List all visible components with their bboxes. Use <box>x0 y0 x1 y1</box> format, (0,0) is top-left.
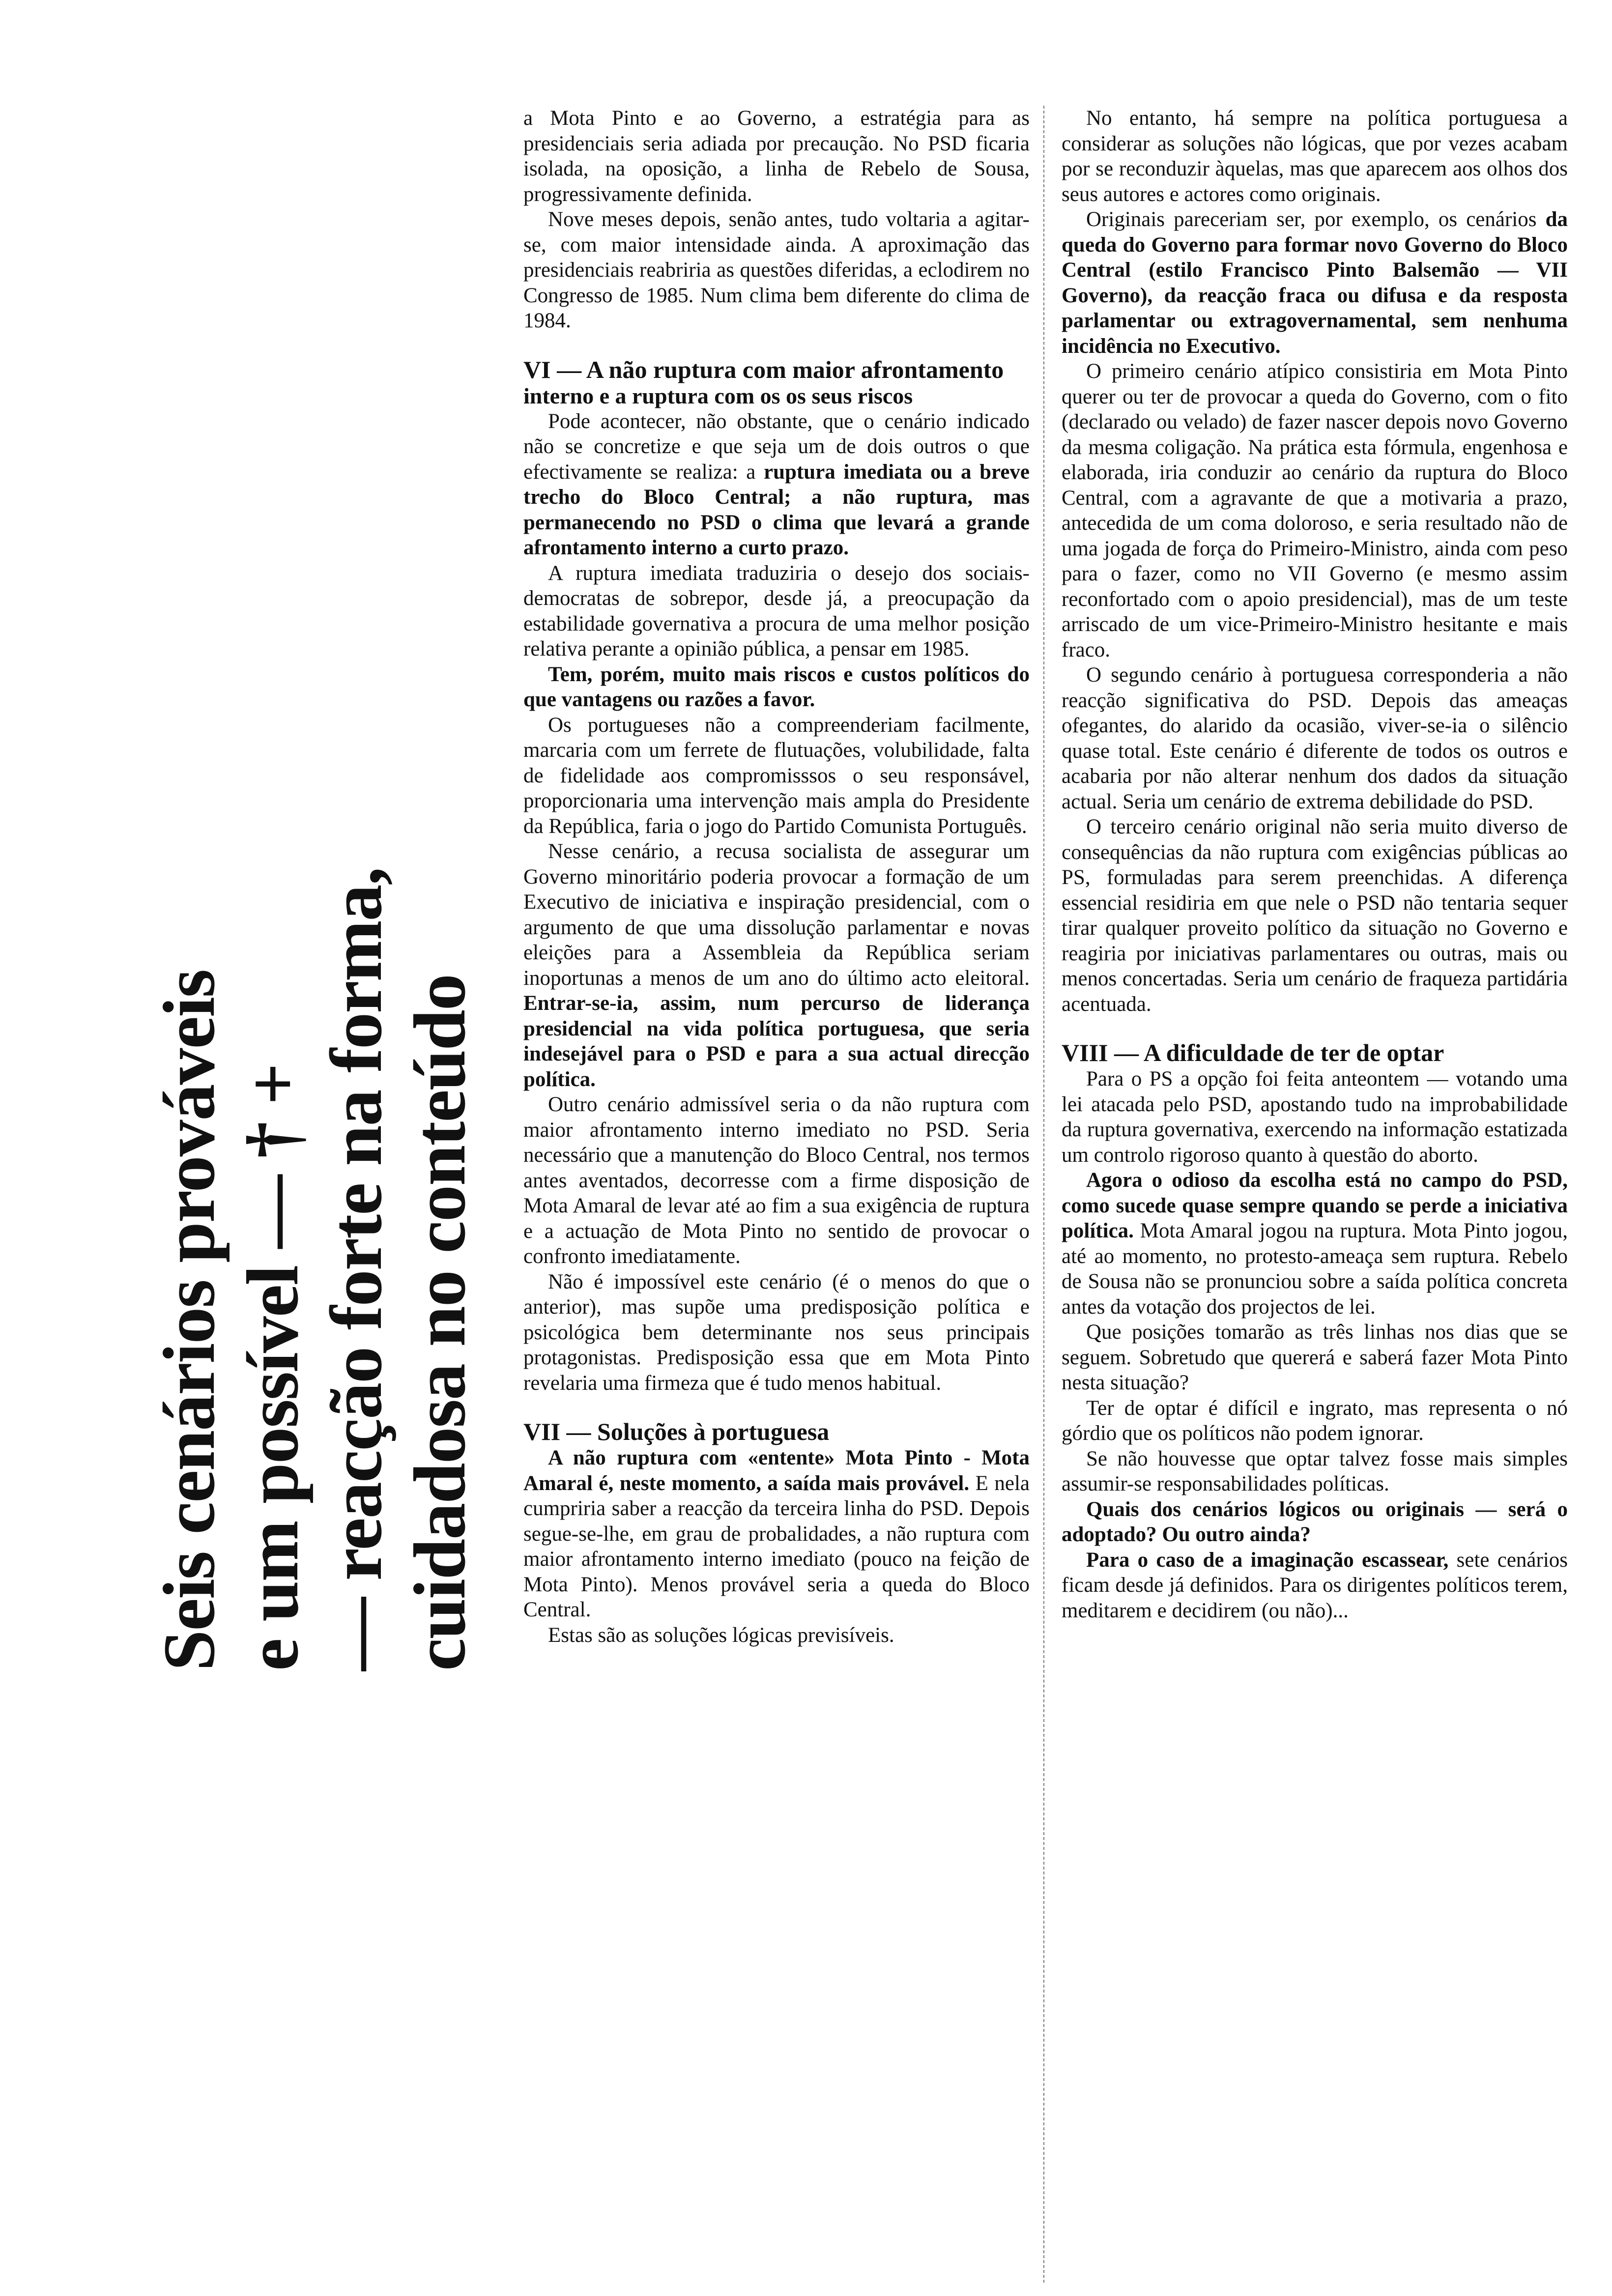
paragraph: O terceiro cenário original não seria muito diverso de consequências da não ruptura com exigências públicas ao PS, formuladas para serem preenchidas. A diferença essencial residiria em que nele o PSD não tentaria sequer tirar qualquer proveito político da situação no Governo e reagiria por iniciativas parlamentares ou outras, mais ou menos concertadas. Seria um cenário de fraqueza partidária acentuada. <box>1062 815 1568 1016</box>
paragraph: a Mota Pinto e ao Governo, a estratégia para as presidenciais seria adiada por precaução. No PSD ficaria isolada, na oposição, a linha de Rebelo de Sousa, progressivamente definida. <box>523 107 1030 206</box>
paragraph: Nove meses depois, senão antes, tudo voltaria a agitar-se, com maior intensidade ainda. A aproximação das presidenciais reabriria as questões diferidas, a eclodirem no Congresso de 1985. Num clima bem diferente do clima de 1984. <box>523 208 1030 332</box>
paragraph: Ter de optar é difícil e ingrato, mas representa o nó górdio que os políticos não podem ignorar. <box>1062 1396 1568 1445</box>
paragraph: Se não houvesse que optar talvez fosse mais simples assumir-se responsabilidades políticas. <box>1062 1447 1568 1495</box>
paragraph: No entanto, há sempre na política portuguesa a considerar as soluções não lógicas, que por vezes acabam por se reconduzir àquelas, mas que aparecem aos olhos dos seus autores e actores como originais. <box>1062 107 1568 206</box>
section-subheading-vi: interno e a ruptura com os os seus riscos <box>523 383 913 408</box>
section-heading-vi: VI — A não ruptura com maior afrontamento <box>523 355 1004 383</box>
headline-line-3: — reacção forte na forma, <box>316 867 397 1671</box>
paragraph: O primeiro cenário atípico consistiria em Mota Pinto querer ou ter de provocar a queda do Governo, com o fito (declarado ou velado) de fazer nascer depois novo Governo da mesma coligação. Na prática esta fórmula, engenhosa e elaborada, iria conduzir ao cenário da ruptura do Bloco Central, com a agravante de que a motivaria a prazo, antecedida de um coma doloroso, e seria resultado não de uma jogada de força do Primeiro-Ministro, ainda com peso para o fazer, como no VII Governo (e mesmo assim reconfortado com o apoio presidencial), mas de um teste arriscado de um vice-Primeiro-Ministro hesitante e mais fraco. <box>1062 360 1568 661</box>
paragraph: Para o caso de a imaginação escassear, sete cenários ficam desde já definidos. Para os dirigentes políticos terem, meditarem e decidirem (ou não)... <box>1062 1548 1568 1622</box>
paragraph: Pode acontecer, não obstante, que o cenário indicado não se concretize e que seja um de dois outros o que efectivamente se realiza: a ruptura imediata ou a breve trecho do Bloco Central; a não ruptura, mas permanecendo no PSD o clima que levará a grande afrontamento interno a curto prazo. <box>523 409 1030 559</box>
paragraph: Estas são as soluções lógicas previsíveis. <box>548 1623 894 1647</box>
paragraph: Tem, porém, muito mais riscos e custos políticos do que vantagens ou razões a favor. <box>523 662 1030 711</box>
headline-line-4: cuidadosa no conteúdo <box>399 975 481 1671</box>
paragraph: A não ruptura com «entente» Mota Pinto - Mota Amaral é, neste momento, a saída mais provável. E nela cumpriria saber a reacção da terceira linha do PSD. Depois segue-se-lhe, em grau de probalidades, a não ruptura com maior afrontamento interno imediato (pouco na feição de Mota Pinto). Menos provável seria a queda do Bloco Central. <box>523 1446 1030 1621</box>
paragraph: Originais pareceriam ser, por exemplo, os cenários da queda do Governo para formar novo Governo do Bloco Central (estilo Francisco Pinto Balsemão — VII Governo), da reacção fraca ou difusa e da resposta parlamentar ou extragovernamental, sem nenhuma incidência no Executivo. <box>1062 208 1568 358</box>
column-divider <box>1043 106 1044 2283</box>
paragraph: Quais dos cenários lógicos ou originais — será o adoptado? Ou outro ainda? <box>1062 1497 1568 1546</box>
paragraph: Para o PS a opção foi feita anteontem — votando uma lei atacada pelo PSD, apostando tudo na improbabilidade da ruptura governativa, exercendo na informação estatizada um controlo rigoroso quanto à questão do aborto. <box>1062 1067 1568 1167</box>
headline-line-1: Seis cenários prováveis <box>148 970 230 1671</box>
paragraph: Nesse cenário, a recusa socialista de assegurar um Governo minoritário poderia provocar a formação de um Executivo de iniciativa e inspiração presidencial, com o argumento de que uma dissolução parlamentar e novas eleições para a Assembleia da República seriam inoportunas a menos de um ano do último acto eleitoral. Entrar-se-ia, assim, num percurso de liderança presidencial na vida política portuguesa, que seria indesejável para o PSD e para a sua actual direcção política. <box>523 840 1030 1091</box>
section-heading-viii: VIII — A dificuldade de ter de optar <box>1062 1039 1444 1066</box>
paragraph: O segundo cenário à portuguesa corresponderia a não reacção significativa do PSD. Depois das ameaças ofegantes, do alarido da ocasião, viver-se-ia o silêncio quase total. Este cenário é diferente de todos os outros e acabaria por não alterar nenhum dos dados da situação actual. Seria um cenário de extrema debilidade do PSD. <box>1062 663 1568 813</box>
paragraph: Não é impossível este cenário (é o menos do que o anterior), mas supõe uma predisposição política e psicológica bem determinante nos seus principais protagonistas. Predisposição essa que em Mota Pinto revelaria uma firmeza que é tudo menos habitual. <box>523 1270 1030 1395</box>
paragraph: Outro cenário admissível seria o da não ruptura com maior afrontamento interno imediato no PSD. Seria necessário que a manutenção do Bloco Central, nos termos antes aventados, decorresse com a firme disposição de Mota Amaral de levar até ao fim a sua exigência de ruptura e a actuação de Mota Pinto no sentido de provocar o confronto imediatamente. <box>523 1093 1030 1268</box>
paragraph: Os portugueses não a compreenderiam facilmente, marcaria com um ferrete de flutuações, volubilidade, falta de fidelidade aos compromisssos o seu responsável, proporcionaria uma intervenção mais ampla do Presidente da República, faria o jogo do Partido Comunista Português. <box>523 713 1030 838</box>
headline-line-2: e um possível — † + <box>232 1063 314 1671</box>
article-column-2 <box>1062 106 1568 1623</box>
paragraph: Que posições tomarão as três linhas nos dias que se seguem. Sobretudo que quererá e saberá fazer Mota Pinto nesta situação? <box>1062 1320 1568 1394</box>
headline <box>147 590 491 1671</box>
article-column-1 <box>523 106 1030 1648</box>
section-heading-vii: VII — Soluções à portuguesa <box>523 1418 830 1445</box>
paragraph: Agora o odioso da escolha está no campo do PSD, como sucede quase sempre quando se perde a iniciativa política. Mota Amaral jogou na ruptura. Mota Pinto jogou, até ao momento, no protesto-ameaça sem ruptura. Rebelo de Sousa não se pronunciou sobre a saída política concreta antes da votação dos projectos de lei. <box>1062 1169 1568 1319</box>
paragraph: A ruptura imediata traduziria o desejo dos sociais-democratas de sobrepor, desde já, a preocupação da estabilidade governativa a procura de uma melhor posição relativa perante a opinião pública, a pensar em 1985. <box>523 561 1030 660</box>
